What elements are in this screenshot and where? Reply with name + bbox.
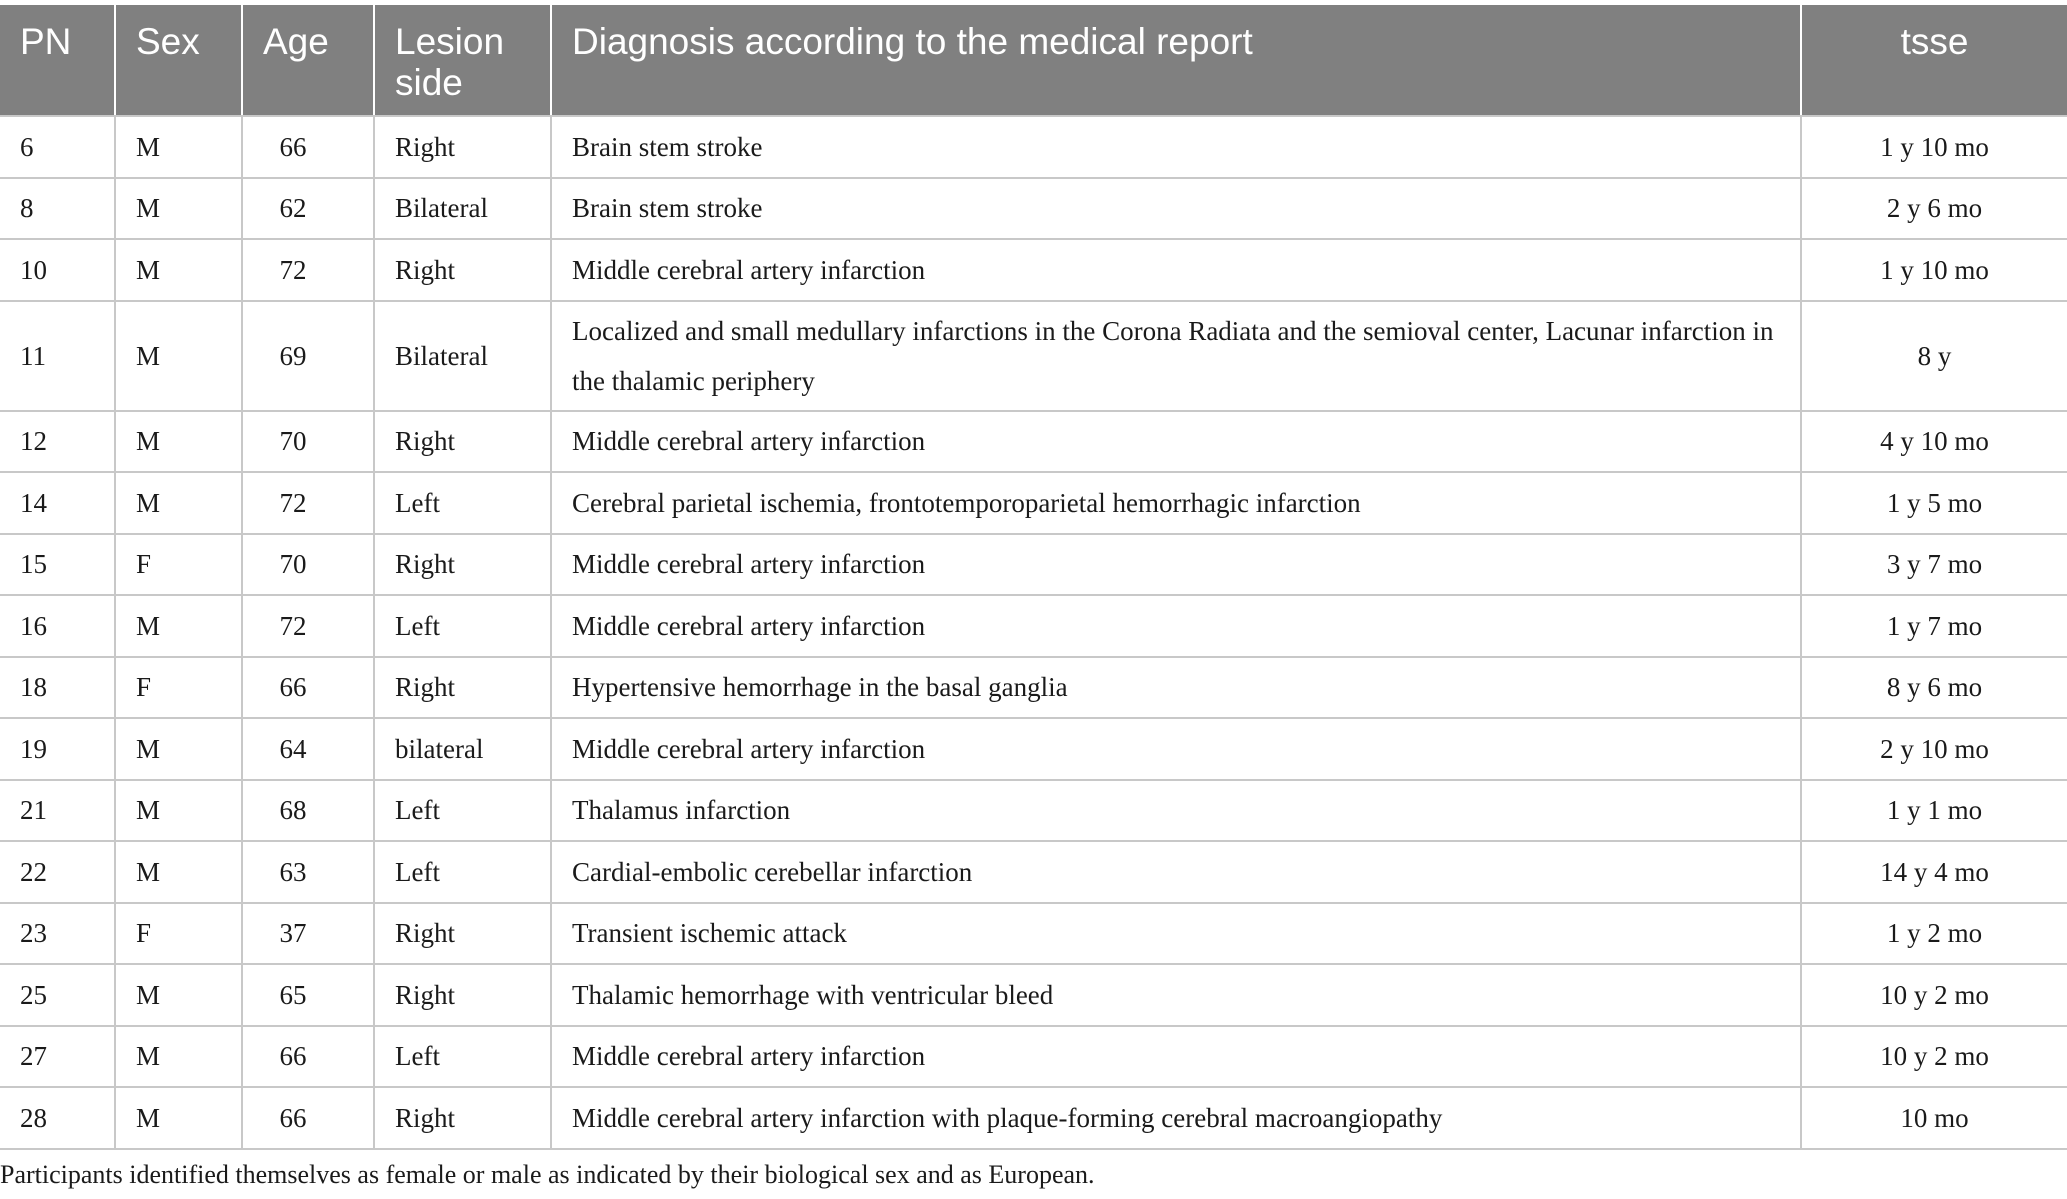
cell-age: 72 bbox=[242, 595, 374, 657]
cell-pn: 11 bbox=[0, 301, 115, 411]
cell-lesion-side: Left bbox=[374, 780, 551, 842]
cell-sex: M bbox=[115, 1087, 242, 1149]
cell-lesion-side: bilateral bbox=[374, 718, 551, 780]
cell-lesion-side: Right bbox=[374, 116, 551, 178]
cell-diagnosis: Middle cerebral artery infarction bbox=[551, 718, 1801, 780]
cell-tsse: 2 y 10 mo bbox=[1801, 718, 2067, 780]
table-body bbox=[0, 116, 2067, 1149]
cell-pn: 18 bbox=[0, 657, 115, 719]
cell-pn: 8 bbox=[0, 178, 115, 240]
cell-diagnosis: Cerebral parietal ischemia, frontotemporoparietal hemorrhagic infarction bbox=[551, 472, 1801, 534]
table-row bbox=[0, 841, 2067, 903]
cell-age: 66 bbox=[242, 116, 374, 178]
table-row bbox=[0, 116, 2067, 178]
cell-age: 64 bbox=[242, 718, 374, 780]
cell-tsse: 1 y 5 mo bbox=[1801, 472, 2067, 534]
header-pn: PN bbox=[0, 5, 115, 116]
cell-tsse: 1 y 10 mo bbox=[1801, 239, 2067, 301]
cell-age: 66 bbox=[242, 657, 374, 719]
cell-age: 68 bbox=[242, 780, 374, 842]
cell-lesion-side: Right bbox=[374, 964, 551, 1026]
cell-pn: 19 bbox=[0, 718, 115, 780]
table-row bbox=[0, 903, 2067, 965]
cell-lesion-side: Right bbox=[374, 411, 551, 473]
header-lesion-side: Lesion side bbox=[374, 5, 551, 116]
cell-lesion-side: Right bbox=[374, 657, 551, 719]
cell-sex: M bbox=[115, 780, 242, 842]
cell-tsse: 10 y 2 mo bbox=[1801, 1026, 2067, 1088]
cell-sex: M bbox=[115, 301, 242, 411]
cell-sex: M bbox=[115, 964, 242, 1026]
table-row bbox=[0, 1087, 2067, 1149]
header-tsse: tsse bbox=[1801, 5, 2067, 116]
cell-tsse: 10 mo bbox=[1801, 1087, 2067, 1149]
table-row bbox=[0, 595, 2067, 657]
cell-tsse: 10 y 2 mo bbox=[1801, 964, 2067, 1026]
cell-sex: M bbox=[115, 472, 242, 534]
cell-diagnosis: Hypertensive hemorrhage in the basal ganglia bbox=[551, 657, 1801, 719]
cell-diagnosis: Thalamus infarction bbox=[551, 780, 1801, 842]
table-row bbox=[0, 239, 2067, 301]
cell-sex: M bbox=[115, 1026, 242, 1088]
cell-diagnosis: Middle cerebral artery infarction with plaque-forming cerebral macroangiopathy bbox=[551, 1087, 1801, 1149]
cell-tsse: 8 y 6 mo bbox=[1801, 657, 2067, 719]
cell-pn: 12 bbox=[0, 411, 115, 473]
table-row bbox=[0, 657, 2067, 719]
cell-pn: 21 bbox=[0, 780, 115, 842]
cell-sex: M bbox=[115, 239, 242, 301]
header-sex: Sex bbox=[115, 5, 242, 116]
cell-age: 66 bbox=[242, 1087, 374, 1149]
table-row bbox=[0, 964, 2067, 1026]
cell-tsse: 14 y 4 mo bbox=[1801, 841, 2067, 903]
cell-age: 63 bbox=[242, 841, 374, 903]
cell-diagnosis: Brain stem stroke bbox=[551, 116, 1801, 178]
cell-diagnosis: Cardial-embolic cerebellar infarction bbox=[551, 841, 1801, 903]
cell-tsse: 4 y 10 mo bbox=[1801, 411, 2067, 473]
cell-pn: 15 bbox=[0, 534, 115, 596]
table-row bbox=[0, 301, 2067, 411]
cell-pn: 25 bbox=[0, 964, 115, 1026]
cell-pn: 23 bbox=[0, 903, 115, 965]
cell-diagnosis: Middle cerebral artery infarction bbox=[551, 534, 1801, 596]
cell-lesion-side: Bilateral bbox=[374, 301, 551, 411]
cell-age: 69 bbox=[242, 301, 374, 411]
header-age: Age bbox=[242, 5, 374, 116]
table-row bbox=[0, 534, 2067, 596]
cell-lesion-side: Right bbox=[374, 239, 551, 301]
cell-pn: 16 bbox=[0, 595, 115, 657]
cell-lesion-side: Left bbox=[374, 1026, 551, 1088]
table-row bbox=[0, 472, 2067, 534]
cell-tsse: 1 y 7 mo bbox=[1801, 595, 2067, 657]
cell-sex: M bbox=[115, 411, 242, 473]
cell-diagnosis: Thalamic hemorrhage with ventricular bleed bbox=[551, 964, 1801, 1026]
cell-sex: M bbox=[115, 178, 242, 240]
cell-diagnosis: Localized and small medullary infarctions in the Corona Radiata and the semioval center, Lacunar infarction in the thalamic periphery bbox=[551, 301, 1801, 411]
cell-lesion-side: Right bbox=[374, 1087, 551, 1149]
cell-age: 37 bbox=[242, 903, 374, 965]
table-row bbox=[0, 411, 2067, 473]
cell-pn: 27 bbox=[0, 1026, 115, 1088]
cell-lesion-side: Left bbox=[374, 472, 551, 534]
table-footnote: Participants identified themselves as female or male as indicated by their biological sex and as European. bbox=[0, 1160, 1095, 1189]
table-row bbox=[0, 718, 2067, 780]
cell-pn: 14 bbox=[0, 472, 115, 534]
cell-tsse: 2 y 6 mo bbox=[1801, 178, 2067, 240]
cell-lesion-side: Left bbox=[374, 841, 551, 903]
cell-age: 72 bbox=[242, 472, 374, 534]
cell-diagnosis: Middle cerebral artery infarction bbox=[551, 595, 1801, 657]
cell-age: 70 bbox=[242, 411, 374, 473]
cell-pn: 6 bbox=[0, 116, 115, 178]
cell-sex: M bbox=[115, 116, 242, 178]
cell-tsse: 1 y 1 mo bbox=[1801, 780, 2067, 842]
cell-tsse: 8 y bbox=[1801, 301, 2067, 411]
cell-age: 72 bbox=[242, 239, 374, 301]
cell-sex: M bbox=[115, 841, 242, 903]
header-diagnosis: Diagnosis according to the medical report bbox=[551, 5, 1801, 116]
cell-diagnosis: Brain stem stroke bbox=[551, 178, 1801, 240]
cell-diagnosis: Transient ischemic attack bbox=[551, 903, 1801, 965]
participants-table bbox=[0, 5, 2067, 1150]
cell-diagnosis: Middle cerebral artery infarction bbox=[551, 411, 1801, 473]
cell-pn: 22 bbox=[0, 841, 115, 903]
cell-age: 66 bbox=[242, 1026, 374, 1088]
cell-sex: F bbox=[115, 657, 242, 719]
cell-sex: M bbox=[115, 718, 242, 780]
cell-tsse: 1 y 2 mo bbox=[1801, 903, 2067, 965]
cell-tsse: 3 y 7 mo bbox=[1801, 534, 2067, 596]
cell-pn: 10 bbox=[0, 239, 115, 301]
cell-age: 65 bbox=[242, 964, 374, 1026]
cell-sex: F bbox=[115, 534, 242, 596]
cell-diagnosis: Middle cerebral artery infarction bbox=[551, 239, 1801, 301]
cell-lesion-side: Bilateral bbox=[374, 178, 551, 240]
cell-lesion-side: Right bbox=[374, 534, 551, 596]
cell-lesion-side: Right bbox=[374, 903, 551, 965]
cell-diagnosis: Middle cerebral artery infarction bbox=[551, 1026, 1801, 1088]
cell-lesion-side: Left bbox=[374, 595, 551, 657]
cell-sex: M bbox=[115, 595, 242, 657]
table-header-row bbox=[0, 5, 2067, 116]
cell-tsse: 1 y 10 mo bbox=[1801, 116, 2067, 178]
table-row bbox=[0, 178, 2067, 240]
table-row bbox=[0, 1026, 2067, 1088]
cell-pn: 28 bbox=[0, 1087, 115, 1149]
cell-sex: F bbox=[115, 903, 242, 965]
cell-age: 70 bbox=[242, 534, 374, 596]
cell-age: 62 bbox=[242, 178, 374, 240]
table-row bbox=[0, 780, 2067, 842]
